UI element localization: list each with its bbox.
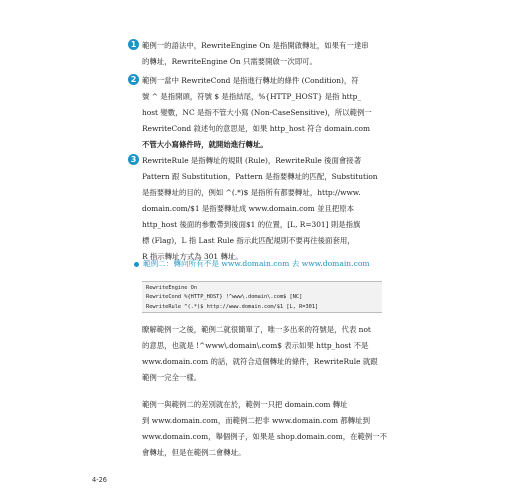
code-line: RewriteCond %{HTTP_HOST} !^www\.domain\.com$ [NC] xyxy=(146,294,303,301)
note-1-line: 的轉址，RewriteEngine On 只需要開啟一次即可。 xyxy=(142,57,317,66)
code-block xyxy=(142,281,382,313)
number-badge-3: 3 xyxy=(128,154,139,165)
note-2-line-bold: 不管大小寫條件時，就開始進行轉址。 xyxy=(142,140,268,149)
note-3-line: RewriteRule 是指轉址的規則 (Rule)，RewriteRule 後面會接著 xyxy=(142,156,362,165)
paragraph-1-line: 瞭解範例一之後，範例二就很簡單了，唯一多出來的符號是，代表 not xyxy=(142,325,371,334)
note-3-line: 是指要轉址的目的，例如 ^(.*)$ 是指所有都要轉址，http://www. xyxy=(142,188,361,197)
paragraph-1 xyxy=(142,322,382,386)
note-3-line: R 指示轉址方式為 301 轉址。 xyxy=(142,252,243,261)
note-2-line: host 變數，NC 是指不管大小寫 (Non-CaseSensitive)，所以範例一 xyxy=(142,108,372,117)
note-3-line: domain.com/$1 是指要轉址成 www.domain.com 並且把原本 xyxy=(142,204,355,213)
paragraph-2-line: 會轉址，但是在範例二會轉址。 xyxy=(142,448,246,457)
page-number: 4-26 xyxy=(92,476,107,484)
paragraph-1-line: 的意思，也就是 !^www\.domain\.com$ 表示如果 http_host 不是 xyxy=(142,341,369,350)
number-badge-2: 2 xyxy=(128,74,139,85)
code-line: RewriteEngine On xyxy=(146,285,198,291)
example-2-heading xyxy=(134,258,370,269)
note-2-line: 號 ^ 是指開頭，符號 $ 是指結尾，%{HTTP_HOST} 是指 http_ xyxy=(142,92,362,101)
paragraph-2-line: www.domain.com，舉個例子，如果是 shop.domain.com，在範例一不 xyxy=(142,432,388,441)
note-3-line: Pattern 跟 Substitution，Pattern 是指要轉址的匹配，Substitution xyxy=(142,172,378,181)
code-line: RewriteRule ^(.*)$ http://www.domain.com/$1 [L, R=301] xyxy=(146,303,319,310)
bullet-icon xyxy=(134,262,139,267)
example-2-title: 範例二：轉向所有不是 www.domain.com 去 www.domain.com xyxy=(143,259,370,268)
note-3-line: http_host 後面的參數帶到後面$1 的位置，[L, R=301] 則是指旗 xyxy=(142,220,361,229)
note-2-line: 範例一當中 RewriteCond 是指進行轉址的條件 (Condition)，符 xyxy=(142,76,359,85)
note-item-2 xyxy=(130,73,382,153)
paragraph-1-line: www.domain.com 的話，就符合這個轉址的條件，RewriteRule 就跟 xyxy=(142,357,378,366)
paragraph-2-line: 範例一與範例二的差別就在於，範例一只把 domain.com 轉址 xyxy=(142,400,348,409)
note-2-line: RewriteCond 敘述句的意思是，如果 http_host 符合 domain.com xyxy=(142,124,370,133)
note-1-line: 範例一的語法中，RewriteEngine On 是指開啟轉址，如果有一達串 xyxy=(142,41,369,50)
note-item-3 xyxy=(130,153,382,265)
note-3-line: 標 (Flag)，L 指 Last Rule 指示此匹配規則不要再往後面套用， xyxy=(142,236,355,245)
paragraph-2 xyxy=(142,397,388,461)
paragraph-1-line: 範例一完全一樣。 xyxy=(142,373,202,382)
number-badge-1: 1 xyxy=(128,39,139,50)
paragraph-2-line: 到 www.domain.com，而範例二把非 www.domain.com 都轉址到 xyxy=(142,416,370,425)
note-item-1 xyxy=(130,38,382,70)
